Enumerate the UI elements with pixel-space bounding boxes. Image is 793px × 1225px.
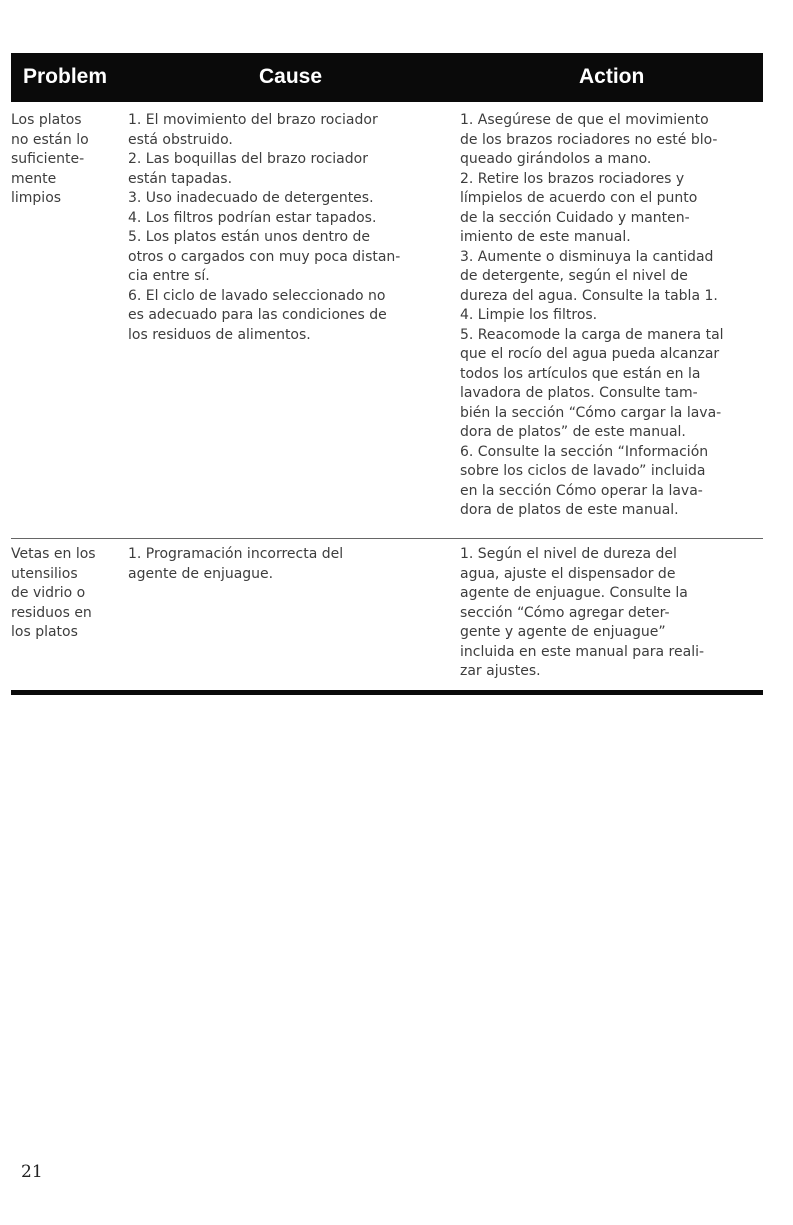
row-divider <box>11 538 763 539</box>
action-line: sobre los ciclos de lavado” incluida <box>460 463 706 479</box>
problem-line: mente <box>11 170 57 187</box>
action-line: lavadora de platos. Consulte tam- <box>460 385 698 401</box>
action-line: imiento de este manual. <box>460 229 631 245</box>
action-line: dora de platos de este manual. <box>460 502 679 518</box>
cause-line: está obstruido. <box>128 131 233 148</box>
problem-line: los platos <box>11 624 78 640</box>
problem-line: no están lo <box>11 131 89 148</box>
action-line: zar ajustes. <box>460 663 541 679</box>
problem-line: suficiente- <box>11 151 85 167</box>
header-cause: Cause <box>259 65 323 88</box>
action-line: que el rocío del agua pueda alcanzar <box>460 346 720 362</box>
problem-line: Vetas en los <box>11 546 96 562</box>
action-cell <box>460 111 724 521</box>
cause-line: 2. Las boquillas del brazo rociador <box>128 151 368 167</box>
header-problem: Problem <box>23 65 108 88</box>
action-line: incluida en este manual para reali- <box>460 643 705 660</box>
action-line: de la sección Cuidado y manten- <box>460 209 690 226</box>
problem-cell <box>11 545 96 643</box>
cause-line: 1. Programación incorrecta del <box>128 546 344 562</box>
problem-line: de vidrio o <box>11 585 86 601</box>
cause-cell <box>128 111 400 345</box>
cause-line: 3. Uso inadecuado de detergentes. <box>128 190 374 206</box>
cause-line: están tapadas. <box>128 170 233 187</box>
cause-line: agente de enjuague. <box>128 565 274 582</box>
table-header <box>11 53 763 102</box>
action-line: todos los artículos que están en la <box>460 365 701 382</box>
action-line: de detergente, según el nivel de <box>460 268 688 284</box>
action-line: 1. Según el nivel de dureza del <box>460 546 677 562</box>
action-line: 4. Limpie los filtros. <box>460 307 598 323</box>
action-line: 1. Asegúrese de que el movimiento <box>460 112 709 128</box>
action-line: 3. Aumente o disminuya la cantidad <box>460 248 714 265</box>
page-number: 21 <box>21 1162 43 1182</box>
action-line: agente de enjuague. Consulte la <box>460 585 688 601</box>
action-line: 6. Consulte la sección “Información <box>460 443 709 460</box>
action-line: límpielos de acuerdo con el punto <box>460 190 698 206</box>
action-line: bién la sección “Cómo cargar la lava- <box>460 404 722 421</box>
header-action: Action <box>579 65 645 88</box>
action-cell <box>460 545 704 682</box>
action-line: gente y agente de enjuague” <box>460 624 666 640</box>
problem-cell <box>11 111 89 209</box>
action-line: en la sección Cómo operar la lava- <box>460 482 703 499</box>
problem-line: Los platos <box>11 112 82 128</box>
action-line: 5. Reacomode la carga de manera tal <box>460 326 724 343</box>
cause-line: cia entre sí. <box>128 268 210 284</box>
cause-line: es adecuado para las condiciones de <box>128 307 387 323</box>
cause-line: 1. El movimiento del brazo rociador <box>128 112 378 128</box>
cause-line: 6. El ciclo de lavado seleccionado no <box>128 287 386 304</box>
action-line: dureza del agua. Consulte la tabla 1. <box>460 287 718 304</box>
cause-cell <box>128 545 343 584</box>
action-line: 2. Retire los brazos rociadores y <box>460 170 685 187</box>
action-line: agua, ajuste el dispensador de <box>460 565 676 582</box>
cause-line: 5. Los platos están unos dentro de <box>128 229 371 245</box>
action-line: dora de platos” de este manual. <box>460 424 686 440</box>
action-line: queado girándolos a mano. <box>460 151 652 167</box>
action-line: de los brazos rociadores no esté blo- <box>460 131 718 148</box>
table-bottom-rule <box>11 690 763 695</box>
table-row <box>11 111 763 537</box>
problem-line: limpios <box>11 190 62 206</box>
problem-line: residuos en <box>11 604 92 621</box>
cause-line: otros o cargados con muy poca distan- <box>128 248 401 265</box>
table-row <box>11 545 763 687</box>
cause-line: los residuos de alimentos. <box>128 326 311 343</box>
cause-line: 4. Los filtros podrían estar tapados. <box>128 209 377 226</box>
action-line: sección “Cómo agregar deter- <box>460 604 670 621</box>
problem-line: utensilios <box>11 565 78 582</box>
